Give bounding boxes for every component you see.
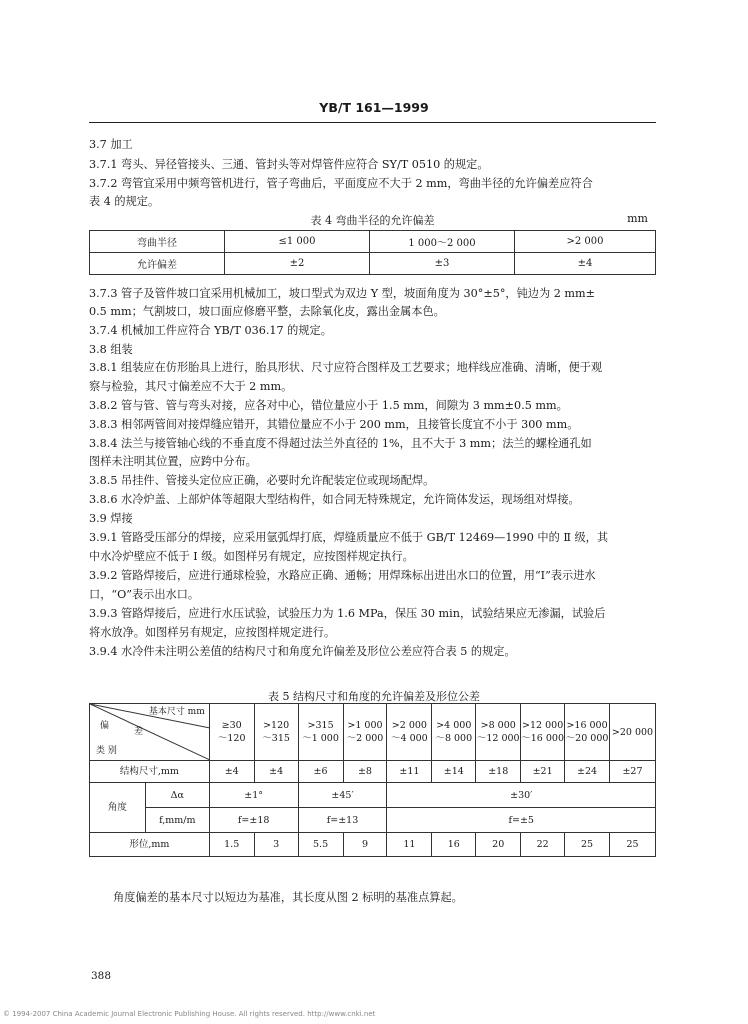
range-from: >12 000: [522, 720, 564, 731]
para-3-7-4: 3.7.4 机械加工件应符合 YB/T 036.17 的规定。: [89, 324, 332, 337]
angle-deviation-note: 角度偏差的基本尺寸以短边为基准，其长度从图 2 标明的基准点算起。: [113, 891, 463, 904]
table-cell: 9: [343, 833, 387, 857]
range-to: ～2 000: [346, 733, 384, 744]
para-3-7-3-line1: 3.7.3 管子及管件坡口宜采用机械加工，坡口型式为双边 Y 型，坡面角度为 30°±5°，钝边为 2 mm±: [89, 287, 596, 300]
section-3-9-title: 3.9 焊接: [89, 512, 133, 525]
range-cell: [565, 704, 610, 761]
range-from: ≥30: [221, 720, 242, 731]
para-3-8-4-line1: 3.8.4 法兰与接管轴心线的不垂直度不得超过法兰外直径的 1%，且不大于 3 mm；法兰的螺栓通孔如: [89, 437, 592, 450]
table5: [89, 703, 656, 857]
corner-size-label: 基本尺寸 mm: [148, 707, 205, 717]
range-to: ～120: [217, 733, 246, 744]
range-from: >20 000: [611, 726, 654, 738]
table4: [89, 230, 656, 275]
para-3-7-2-line2: 表 4 的规定。: [89, 195, 160, 208]
table-cell: 11: [387, 833, 432, 857]
range-to: ～1 000: [302, 733, 339, 744]
table-cell: 3: [254, 833, 298, 857]
para-3-9-4: 3.9.4 水冷件未注明公差值的结构尺寸和角度允许偏差及形位公差应符合表 5 的规定。: [89, 645, 516, 658]
page-number: 388: [91, 970, 112, 982]
para-3-7-3-line2: 0.5 mm；气割坡口，坡口面应修磨平整，去除氧化皮，露出金属本色。: [89, 305, 445, 318]
angle-alpha-label: Δα: [145, 783, 209, 808]
table5-angle-row: [90, 783, 656, 808]
para-3-7-2-line1: 3.7.2 弯管宜采用中频弯管机进行，管子弯曲后，平面度应不大于 2 mm，弯曲半径的允许偏差应符合: [89, 177, 593, 190]
range-to: ～16 000: [521, 733, 564, 744]
table-cell: ≤1 000: [225, 231, 370, 253]
table-cell: ±4: [515, 253, 656, 275]
para-3-8-1-line2: 察与检验，其尺寸偏差应不大于 2 mm。: [89, 380, 293, 393]
table-cell: 16: [432, 833, 476, 857]
table-cell: 25: [565, 833, 610, 857]
para-3-8-2: 3.8.2 管与管、管与弯头对接，应各对中心，错位量应小于 1.5 mm，间隙为 3 mm±0.5 mm。: [89, 399, 568, 412]
range-cell: [343, 704, 387, 761]
range-to: ～12 000: [476, 733, 520, 744]
table-cell: 22: [521, 833, 565, 857]
table4-header-row: [90, 231, 656, 253]
para-3-9-3-line1: 3.9.3 管路焊接后，应进行水压试验，试验压力为 1.6 MPa，保压 30 min，试验结果应无渗漏，试验后: [89, 607, 606, 620]
copyright-footer: © 1994-2007 China Academic Journal Electronic Publishing House. All rights reserved. http://www.cnki.net: [3, 1010, 376, 1018]
range-to: ～20 000: [565, 733, 609, 744]
range-to: ～315: [262, 733, 290, 744]
table-cell: ±45′: [298, 783, 387, 808]
table5-form-row: [90, 833, 656, 857]
angle-f-label: f,mm/m: [145, 808, 209, 833]
section-3-8-title: 3.8 组装: [89, 343, 133, 356]
table4-value-row: [90, 253, 656, 275]
table5-struct-row: [90, 761, 656, 783]
range-from: >4 000: [436, 720, 472, 731]
para-3-7-1: 3.7.1 弯头、异径管接头、三通、管封头等对焊管件应符合 SY/T 0510 的规定。: [89, 158, 489, 171]
para-3-8-5: 3.8.5 吊挂件、管接头定位应正确，必要时允许配装定位或现场配焊。: [89, 474, 435, 487]
table5-flatness-row: [90, 808, 656, 833]
para-3-9-3-line2: 将水放净。如图样另有规定，应按图样规定进行。: [89, 626, 336, 639]
table5-header-row: [90, 704, 656, 761]
section-3-7-title: 3.7 加工: [89, 138, 133, 151]
table-cell: 1.5: [209, 833, 254, 857]
range-to: ～4 000: [391, 733, 428, 744]
header-rule: [89, 122, 656, 123]
para-3-8-1-line1: 3.8.1 组装应在仿形胎具上进行，胎具形状、尺寸应符合图样及工艺要求；地样线应准确、清晰，便于观: [89, 361, 603, 374]
angle-label: 角度: [90, 783, 146, 833]
range-to: ～8 000: [435, 733, 473, 744]
range-cell: [521, 704, 565, 761]
para-3-9-2-line1: 3.9.2 管路焊接后，应进行通球检验，水路应正确、通畅；用焊珠标出进出水口的位置，用“I”表示进水: [89, 569, 596, 582]
struct-label: 结构尺寸,mm: [90, 761, 210, 783]
table-cell: 弯曲半径: [90, 231, 225, 253]
table-cell: ±24: [565, 761, 610, 783]
table-cell: >2 000: [515, 231, 656, 253]
range-cell: [610, 704, 656, 761]
table-cell: ±2: [225, 253, 370, 275]
table4-unit: mm: [627, 212, 648, 225]
table-cell: 1 000～2 000: [370, 231, 515, 253]
para-3-8-4-line2: 图样未注明其位置，应跨中分布。: [89, 455, 257, 468]
range-cell: [476, 704, 521, 761]
form-label: 形位,mm: [90, 833, 210, 857]
table-cell: f=±5: [387, 808, 656, 833]
table-cell: ±1°: [209, 783, 298, 808]
range-from: >8 000: [480, 720, 516, 731]
para-3-8-3: 3.8.3 相邻两管间对接焊缝应错开，其错位量应不小于 200 mm，且接管长度宜不小于 300 mm。: [89, 418, 579, 431]
range-from: >2 000: [391, 720, 427, 731]
corner-dev-label-2: 差: [134, 727, 144, 737]
table5-caption: 表 5 结构尺寸和角度的允许偏差及形位公差: [268, 690, 480, 703]
range-cell: [209, 704, 254, 761]
table-cell: ±27: [610, 761, 656, 783]
table-cell: ±21: [521, 761, 565, 783]
range-cell: [387, 704, 432, 761]
range-cell: [432, 704, 476, 761]
range-from: >16 000: [566, 720, 608, 731]
range-from: >1 000: [347, 720, 383, 731]
table-cell: ±30′: [387, 783, 656, 808]
table-cell: 允许偏差: [90, 253, 225, 275]
range-from: >120: [263, 720, 290, 731]
table-cell: ±8: [343, 761, 387, 783]
para-3-9-1-line2: 中水冷炉壁应不低于 Ⅰ 级。如图样另有规定，应按图样规定执行。: [89, 550, 414, 563]
corner-dev-label-1: 偏: [100, 721, 110, 731]
table5-corner-cell: [90, 704, 210, 761]
table-cell: ±6: [298, 761, 343, 783]
table-cell: 5.5: [298, 833, 343, 857]
range-cell: [298, 704, 343, 761]
table-cell: ±4: [254, 761, 298, 783]
table-cell: ±4: [209, 761, 254, 783]
para-3-8-6: 3.8.6 水冷炉盖、上部炉体等超限大型结构件，如合同无特殊规定，允许筒体发运，现场组对焊接。: [89, 493, 580, 506]
table-cell: 20: [476, 833, 521, 857]
standard-header: YB/T 161—1999: [319, 100, 429, 115]
range-cell: [254, 704, 298, 761]
table-cell: 25: [610, 833, 656, 857]
table-cell: ±3: [370, 253, 515, 275]
table-cell: f=±18: [209, 808, 298, 833]
table-cell: ±14: [432, 761, 476, 783]
table-cell: ±18: [476, 761, 521, 783]
table-cell: f=±13: [298, 808, 387, 833]
para-3-9-1-line1: 3.9.1 管路受压部分的焊接，应采用氩弧焊打底，焊缝质量应不低于 GB/T 12469—1990 中的 Ⅱ 级，其: [89, 531, 609, 544]
para-3-9-2-line2: 口，“O”表示出水口。: [89, 588, 200, 601]
range-from: >315: [307, 720, 334, 731]
corner-category-label: 类 别: [96, 746, 117, 756]
table4-caption: 表 4 弯曲半径的允许偏差: [310, 214, 435, 227]
table-cell: ±11: [387, 761, 432, 783]
